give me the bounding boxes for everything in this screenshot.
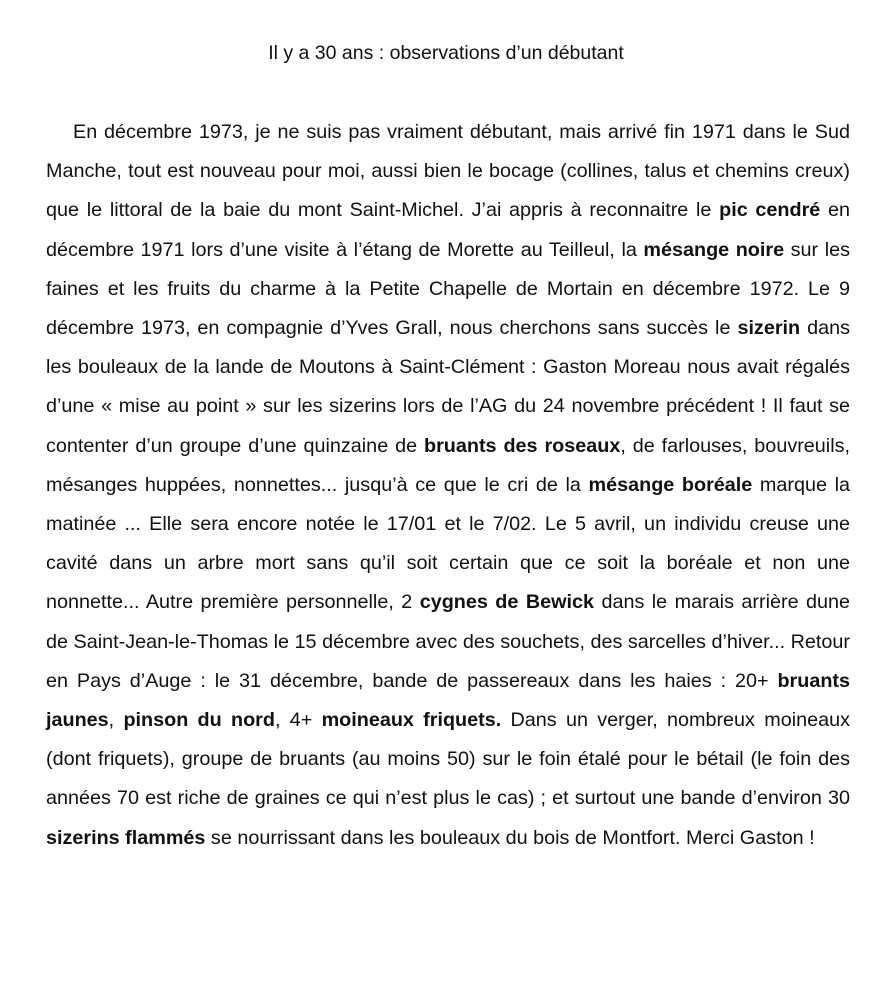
text-segment: dans les bouleaux de la lande de Moutons à Saint-Clément : Gaston Moreau nous avait régalés d’une « mise au point » sur les sizerins lors de l’AG du 24 novembre précédent ! Il faut se contenter d’un groupe d’une quinzaine de xyxy=(46,317,850,457)
text-segment: en décembre 1971 lors d’une visite à l’étang de Morette au Teilleul, la xyxy=(46,199,851,261)
text-segment: marque la matinée ... Elle sera encore notée le 17/01 et le 7/02. Le 5 avril, un individu creuse une cavité dans un arbre mort sans qu’il soit certain que ce soit la boréale et non une nonnette... Autre première personnelle, 2 xyxy=(46,473,850,614)
text-segment: En décembre 1973, je ne suis pas vraiment débutant, mais arrivé fin 1971 dans le Sud Manche, tout est nouveau pour moi, aussi bien le bocage (collines, talus et chemins creux) que le littoral de la baie du mont Saint-Michel. J’ai appris à reconnaitre le xyxy=(46,121,850,222)
text-segment: sur les faines et les fruits du charme à la Petite Chapelle de Mortain en décembre 1972. Le 9 décembre 1973, en compagnie d’Yves Grall, nous cherchons sans succès le xyxy=(46,238,850,340)
text-segment: Dans un verger, nombreux moineaux (dont friquets), groupe de bruants (au moins 50) sur le foin étalé pour le bétail (le foin des années 70 est riche de graines ce qui n’est plus le cas) ; et surtout une bande d’environ 30 xyxy=(46,709,850,810)
species-name: mésange boréale xyxy=(588,473,753,496)
species-name: mésange noire xyxy=(643,238,785,261)
species-name: moineaux friquets. xyxy=(321,709,502,732)
body-paragraph xyxy=(46,113,850,858)
species-name: sizerin xyxy=(737,317,801,340)
text-segment: , xyxy=(108,709,124,732)
document-title: Il y a 30 ans : observations d’un débutant xyxy=(268,42,624,64)
species-name: bruants jaunes xyxy=(46,669,850,732)
species-name: sizerins flammés xyxy=(46,826,206,849)
text-segment: se nourrissant dans les bouleaux du bois de Montfort. Merci Gaston ! xyxy=(205,826,815,849)
species-name: pinson du nord xyxy=(123,709,275,732)
text-segment: , 4+ xyxy=(274,709,322,732)
text-segment: dans le marais arrière dune de Saint-Jean-le-Thomas le 15 décembre avec des souchets, des sarcelles d’hiver... Retour en Pays d’Auge : le 31 décembre, bande de passereaux dans les haies : 20+ xyxy=(46,591,851,692)
text-segment: , de farlouses, bouvreuils, mésanges huppées, nonnettes... jusqu’à ce que le cri de la xyxy=(46,434,850,496)
species-name: bruants des roseaux xyxy=(424,434,621,457)
species-name: pic cendré xyxy=(719,199,821,222)
species-name: cygnes de Bewick xyxy=(419,591,595,614)
